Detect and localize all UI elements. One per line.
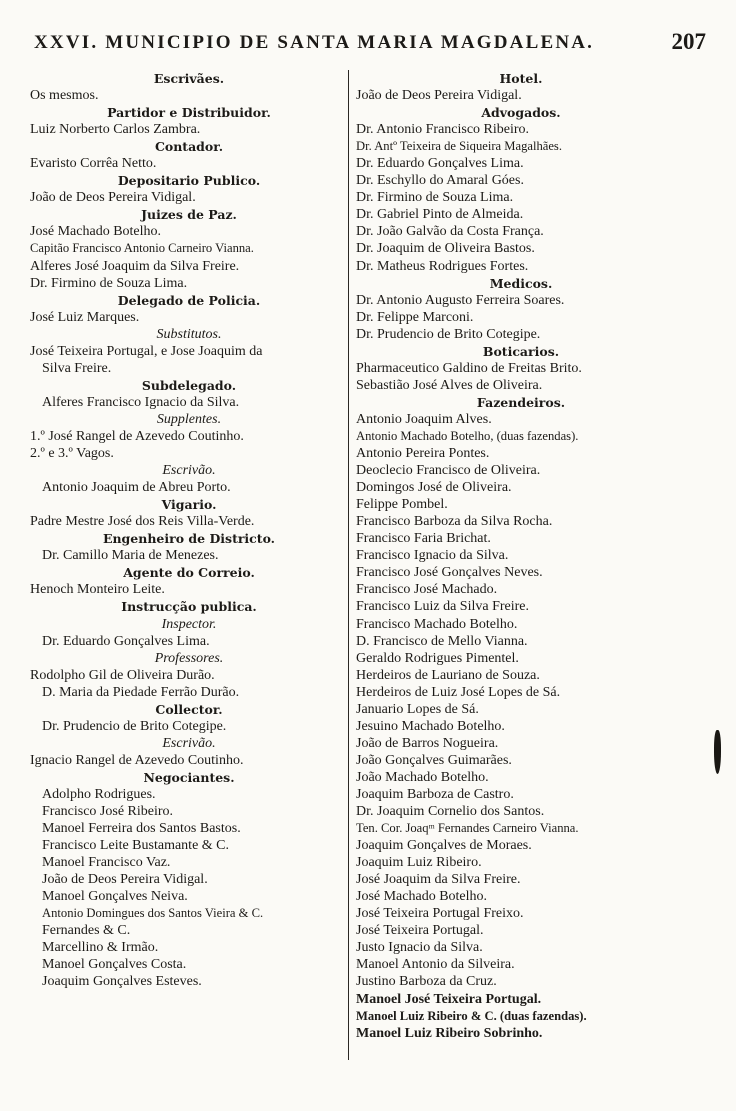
entry: 2.º e 3.º Vagos.: [30, 446, 114, 462]
entry: Felippe Pombel.: [356, 497, 448, 513]
entry: João de Deos Pereira Vidigal.: [356, 88, 522, 104]
entry: Ignacio Rangel de Azevedo Coutinho.: [30, 752, 244, 768]
entry: Fernandes & C.: [42, 923, 131, 939]
entry: Francisco José Ribeiro.: [42, 804, 174, 820]
entry: Marcellino & Irmão.: [42, 940, 159, 956]
entry: Manoel Gonçalves Costa.: [42, 957, 187, 973]
entry: Dr. Eduardo Gonçalves Lima.: [42, 633, 210, 649]
entry: Ten. Cor. Joaqᵐ Fernandes Carneiro Vianna.: [356, 821, 579, 836]
entry: Justo Ignacio da Silva.: [356, 940, 483, 956]
entry: Francisco Leite Bustamante & C.: [42, 838, 230, 854]
page-number: 207: [671, 29, 706, 54]
entry: Henoch Monteiro Leite.: [30, 582, 165, 598]
entry: Geraldo Rodrigues Pimentel.: [356, 650, 519, 666]
section-heading: Boticarios.: [482, 343, 560, 359]
entry: Dr. Firmino de Souza Lima.: [30, 275, 188, 291]
entry: Joaquim Gonçalves Esteves.: [42, 974, 202, 990]
entry: Dr. Antº Teixeira de Siqueira Magalhães.: [356, 139, 562, 154]
entry: Dr. Eduardo Gonçalves Lima.: [356, 156, 524, 172]
entry: Silva Freire.: [42, 360, 112, 376]
entry: 1.º José Rangel de Azevedo Coutinho.: [30, 428, 244, 444]
entry: Antonio Joaquim Alves.: [356, 411, 492, 427]
entry: Manoel Luiz Ribeiro Sobrinho.: [356, 1025, 543, 1041]
entry: João Gonçalves Guimarães.: [356, 752, 512, 768]
entry: Antonio Domingues dos Santos Vieira & C.: [42, 906, 264, 921]
entry: Francisco Barboza da Silva Rocha.: [356, 514, 553, 530]
entry: Deoclecio Francisco de Oliveira.: [356, 463, 541, 479]
entry: João Machado Botelho.: [356, 769, 489, 785]
entry: Dr. Eschyllo do Amaral Góes.: [356, 173, 524, 189]
subsection-heading: Professores.: [154, 650, 224, 666]
entry: Joaquim Luiz Ribeiro.: [356, 855, 482, 871]
section-heading: Juizes de Paz.: [141, 207, 237, 223]
entry: Luiz Norberto Carlos Zambra.: [30, 122, 201, 138]
section-heading: Collector.: [155, 701, 223, 717]
column-divider: [348, 70, 349, 1060]
section-heading: Vigario.: [161, 497, 217, 513]
entry: Dr. Joaquim Cornelio dos Santos.: [356, 804, 545, 820]
subsection-heading: Escrivão.: [162, 463, 216, 479]
section-heading: Engenheiro de Districto.: [102, 531, 276, 547]
entry: Francisco José Gonçalves Neves.: [356, 565, 543, 581]
section-heading: Partidor e Distribuidor.: [107, 105, 271, 121]
entry: Dr. Felippe Marconi.: [356, 309, 474, 325]
entry: Pharmaceutico Galdino de Freitas Brito.: [356, 360, 582, 376]
entry: José Teixeira Portugal.: [356, 923, 484, 939]
entry: Jesuino Machado Botelho.: [356, 718, 505, 734]
entry: Dr. Joaquim de Oliveira Bastos.: [356, 241, 535, 257]
entry: Alferes José Joaquim da Silva Freire.: [30, 258, 240, 274]
subsection-heading: Inspector.: [161, 616, 217, 632]
section-heading: Agente do Correio.: [123, 565, 255, 581]
entry: Evaristo Corrêa Netto.: [30, 156, 157, 172]
section-heading: Instrucção publica.: [121, 599, 257, 615]
entry: Herdeiros de Lauriano de Souza.: [356, 667, 540, 683]
entry: Francisco Ignacio da Silva.: [356, 548, 509, 564]
entry: Herdeiros de Luiz José Lopes de Sá.: [356, 684, 561, 700]
entry: Antonio Pereira Pontes.: [356, 446, 490, 462]
entry: Manoel Ferreira dos Santos Bastos.: [42, 821, 241, 837]
entry: Manoel Luiz Ribeiro & C. (duas fazendas).: [356, 1008, 587, 1023]
entry: Alferes Francisco Ignacio da Silva.: [42, 394, 240, 410]
entry: Adolpho Rodrigues.: [42, 786, 156, 802]
section-heading: Subdelegado.: [141, 377, 237, 393]
entry: Francisco Faria Brichat.: [356, 531, 491, 547]
entry: Dr. Prudencio de Brito Cotegipe.: [356, 326, 541, 342]
entry: Antonio Joaquim de Abreu Porto.: [42, 480, 231, 496]
entry: Manoel Francisco Vaz.: [42, 855, 171, 871]
entry: Domingos José de Oliveira.: [356, 480, 512, 496]
page-header: [30, 30, 710, 66]
entry: Dr. Antonio Francisco Ribeiro.: [356, 122, 530, 138]
right-column: [356, 70, 686, 1042]
entry: Januario Lopes de Sá.: [356, 701, 479, 717]
section-heading: Escrivães.: [153, 71, 225, 86]
subsection-heading: Escrivão.: [162, 735, 216, 751]
entry: Padre Mestre José dos Reis Villa-Verde.: [30, 514, 255, 530]
entry: Dr. Matheus Rodrigues Fortes.: [356, 258, 529, 274]
subsection-heading: Supplentes.: [156, 411, 222, 427]
entry: Dr. Camillo Maria de Menezes.: [42, 548, 219, 564]
entry: Dr. Gabriel Pinto de Almeida.: [356, 207, 524, 223]
entry: Joaquim Gonçalves de Moraes.: [356, 838, 532, 854]
section-heading: Fazendeiros.: [476, 394, 566, 410]
entry: Dr. Antonio Augusto Ferreira Soares.: [356, 292, 565, 308]
entry: Capitão Francisco Antonio Carneiro Vianna.: [30, 241, 254, 256]
entry: Francisco Luiz da Silva Freire.: [356, 599, 530, 615]
entry: Justino Barboza da Cruz.: [356, 974, 497, 990]
entry: Manoel Antonio da Silveira.: [356, 957, 515, 973]
entry: José Joaquim da Silva Freire.: [356, 872, 521, 888]
entry: Sebastião José Alves de Oliveira.: [356, 377, 543, 393]
entry: Francisco Machado Botelho.: [356, 616, 518, 632]
entry: Rodolpho Gil de Oliveira Durão.: [30, 667, 215, 683]
entry: Dr. João Galvão da Costa França.: [356, 224, 544, 240]
entry: João de Deos Pereira Vidigal.: [42, 872, 208, 888]
entry: Francisco José Machado.: [356, 582, 498, 598]
ink-smudge: [714, 730, 721, 774]
entry: José Teixeira Portugal Freixo.: [356, 906, 524, 922]
entry: D. Maria da Piedade Ferrão Durão.: [42, 684, 240, 700]
section-heading: Negociantes.: [143, 769, 235, 785]
section-heading: Contador.: [154, 139, 224, 155]
entry: Manoel José Teixeira Portugal.: [356, 991, 542, 1007]
entry: José Teixeira Portugal, e Jose Joaquim da: [30, 343, 263, 359]
entry: João de Deos Pereira Vidigal.: [30, 190, 196, 206]
entry: João de Barros Nogueira.: [356, 735, 499, 751]
subsection-heading: Substitutos.: [156, 326, 222, 342]
entry: Dr. Firmino de Souza Lima.: [356, 190, 514, 206]
entry: Joaquim Barboza de Castro.: [356, 786, 514, 802]
entry: Dr. Prudencio de Brito Cotegipe.: [42, 718, 227, 734]
section-heading: Advogados.: [481, 105, 561, 121]
left-column: [30, 70, 348, 991]
entry: José Luiz Marques.: [30, 309, 140, 325]
page-title: XXVI. MUNICIPIO DE SANTA MARIA MAGDALENA.: [34, 32, 595, 53]
entry: José Machado Botelho.: [356, 889, 488, 905]
entry: Manoel Gonçalves Neiva.: [42, 889, 188, 905]
entry: José Machado Botelho.: [30, 224, 162, 240]
entry: Os mesmos.: [30, 88, 99, 104]
section-heading: Hotel.: [499, 71, 543, 86]
section-heading: Medicos.: [489, 275, 553, 291]
entry: Antonio Machado Botelho, (duas fazendas).: [356, 428, 579, 443]
section-heading: Delegado de Policia.: [117, 292, 261, 308]
entry: D. Francisco de Mello Vianna.: [356, 633, 528, 649]
section-heading: Depositario Publico.: [117, 173, 261, 189]
